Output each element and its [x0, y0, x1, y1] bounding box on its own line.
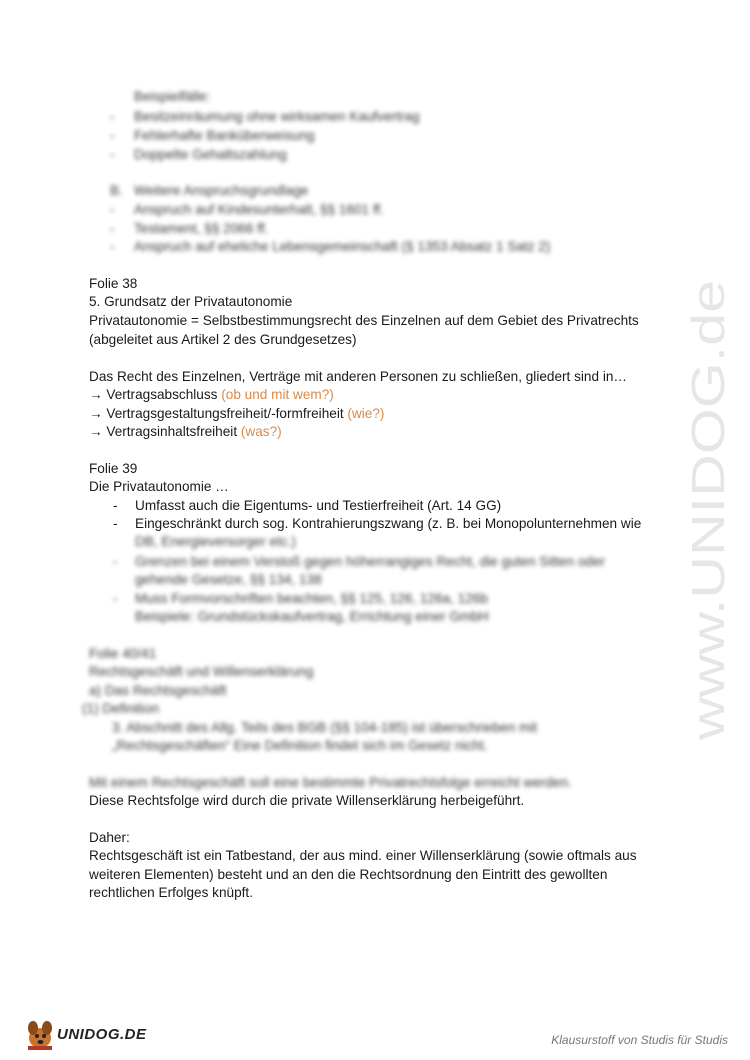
blurred-sentence: Mit einem Rechtsgeschäft soll eine bestimmte Privatrechtsfolge erreicht werden.	[89, 775, 572, 790]
examples-intro: Beispielfälle:	[134, 89, 211, 104]
case-item: Besitzeinräumung ohne wirksamen Kaufvertrag	[134, 109, 420, 124]
right-item	[89, 423, 282, 442]
bullet: -	[110, 239, 115, 254]
dog-mascot-icon	[24, 1018, 58, 1052]
claim-item: Anspruch auf eheliche Lebensgemeinschaft (§ 1353 Absatz 1 Satz 2)	[134, 239, 551, 254]
bullet: -	[110, 147, 115, 162]
watermark	[672, 270, 742, 750]
definition-text: 3. Abschnitt des Allg. Teils des BGB (§§ 104-185) ist überschrieben mit	[112, 720, 538, 735]
footer-tagline: Klausurstoff von Studis für Studis	[551, 1033, 728, 1047]
principle-heading: 5. Grundsatz der Privatautonomie	[89, 294, 293, 309]
conclusion-line: rechtlichen Erfolges knüpft.	[89, 885, 253, 900]
arrow-icon: →	[89, 424, 103, 439]
section-title: Weitere Anspruchsgrundlage	[134, 183, 309, 198]
result-sentence: Diese Rechtsfolge wird durch die private Willenserklärung herbeigeführt.	[89, 793, 525, 808]
right-label: Vertragsabschluss	[106, 387, 218, 402]
bullet: -	[110, 109, 115, 124]
claim-item: Testament, §§ 2066 ff.	[134, 221, 269, 236]
conclusion-line: Rechtsgeschäft ist ein Tatbestand, der aus mind. einer Willenserklärung (sowie oftmals aus	[89, 848, 637, 863]
folie-38-heading: Folie 38	[89, 276, 138, 291]
right-note: (ob und mit wem?)	[221, 387, 334, 402]
section-number: B.	[110, 183, 123, 198]
bullet: -	[110, 128, 115, 143]
rights-intro: Das Recht des Einzelnen, Verträge mit anderen Personen zu schließen, gliedert sind in…	[89, 369, 628, 384]
definition-text: „Rechtsgeschäften“ Eine Definition findet sich im Gesetz nicht.	[112, 738, 488, 753]
folie-40-title: Rechtsgeschäft und Willenserklärung	[89, 664, 314, 679]
right-item	[89, 405, 384, 424]
case-item: Fehlerhafte Banküberweisung	[134, 128, 315, 143]
subsection-1: (1) Definition	[82, 701, 160, 716]
bullet: -	[113, 591, 118, 606]
daher-label: Daher:	[89, 830, 130, 845]
claim-item: Anspruch auf Kindesunterhalt, §§ 1601 ff.	[134, 202, 384, 217]
watermark-text: www.UNIDOG.de	[682, 382, 734, 740]
list-item: gehende Gesetze, §§ 134, 138	[135, 572, 322, 587]
right-note: (wie?)	[347, 406, 385, 421]
conclusion-line: weiteren Elementen) besteht und an den die Rechtsordnung den Eintritt des gewollten	[89, 867, 608, 882]
bullet: -	[113, 498, 118, 513]
subsection-a: a) Das Rechtsgeschäft	[89, 683, 227, 698]
list-item: Beispiele: Grundstückskaufvertrag, Errichtung einer GmbH	[135, 609, 489, 624]
folie-39-heading: Folie 39	[89, 461, 138, 476]
list-item: Umfasst auch die Eigentums- und Testierfreiheit (Art. 14 GG)	[135, 498, 502, 513]
bullet: -	[110, 221, 115, 236]
bullet: -	[113, 554, 118, 569]
definition-line: Privatautonomie = Selbstbestimmungsrecht des Einzelnen auf dem Gebiet des Privatrechts	[89, 313, 639, 328]
unidog-logo	[24, 1018, 164, 1052]
arrow-icon: →	[89, 387, 103, 402]
bullet: -	[113, 516, 118, 531]
right-label: Vertragsinhaltsfreiheit	[106, 424, 238, 439]
case-item: Doppelte Gehaltszahlung	[134, 147, 287, 162]
folie-40-heading: Folie 40/41	[89, 646, 157, 661]
right-item	[89, 386, 334, 405]
list-item: Eingeschränkt durch sog. Kontrahierungszwang (z. B. bei Monopolunternehmen wie	[135, 516, 642, 531]
privatautonomie-heading: Die Privatautonomie …	[89, 479, 229, 494]
right-note: (was?)	[240, 424, 282, 439]
right-label: Vertragsgestaltungsfreiheit/-formfreiheit	[106, 406, 344, 421]
list-item: Muss Formvorschriften beachten, §§ 125, 126, 126a, 126b	[135, 591, 488, 606]
definition-line: (abgeleitet aus Artikel 2 des Grundgesetzes)	[89, 332, 357, 347]
logo-text: UNIDOG.DE	[57, 1026, 147, 1043]
arrow-icon: →	[89, 406, 103, 421]
list-item-continuation: DB, Energieversorger etc.)	[135, 534, 296, 549]
list-item: Grenzen bei einem Verstoß gegen höherrangiges Recht, die guten Sitten oder	[135, 554, 606, 569]
bullet: -	[110, 202, 115, 217]
